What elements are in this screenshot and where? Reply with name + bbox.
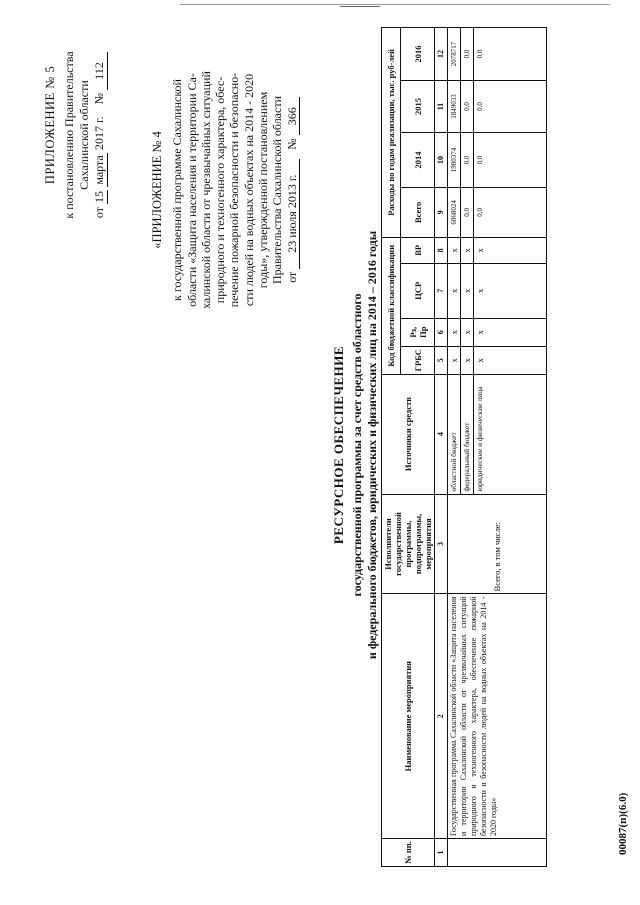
header-num: № пп. [382, 839, 435, 867]
row-vr: х [448, 237, 461, 263]
col-number: 3 [435, 494, 448, 594]
program-ref-number: 366 [285, 97, 300, 135]
program-ref-line-1: «ПРИЛОЖЕНИЕ № 4 [150, 131, 164, 249]
row-grbs: х [461, 346, 474, 374]
appendix-date-day: 15 [92, 190, 106, 203]
program-ref-line-3: области «Защита населения и территории Са- [184, 73, 199, 307]
row-2014: 0,0 [461, 132, 474, 187]
row-name: Государственная программа Сахалинской области «Защита населения и территории Сахалинской области от чрезвычайных ситуаций природного и техногенного характера, обеспечение пожарной безопасности и безопасности людей на водных объектах на 2014 - 2020 годы» [448, 594, 547, 839]
row-csr: х [448, 263, 461, 318]
col-number: 2 [435, 594, 448, 839]
col-number: 12 [435, 28, 448, 81]
row-vr: х [474, 237, 547, 263]
row-total: 0,0 [474, 187, 547, 237]
appendix-block [62, 10, 108, 260]
row-csr: х [474, 263, 547, 318]
header-expenses: Расходы по годам реализации, тыс. руб-лей [382, 28, 401, 238]
document-title: РЕСУРСНОЕ ОБЕСПЕЧЕНИЕ [331, 345, 346, 545]
col-number: 10 [435, 132, 448, 187]
appendix-date-suffix: г. [92, 116, 106, 123]
appendix-line-1: к постановлению Правительства [62, 51, 76, 219]
program-ref-line-5: природного и техногенного характера, обес- [213, 76, 228, 304]
header-csr: ЦСР [401, 263, 435, 318]
col-number: 11 [435, 81, 448, 133]
col-number: 8 [435, 237, 448, 263]
program-ref-date: 23 июля 2013 г. [285, 159, 300, 269]
col-number: 4 [435, 374, 448, 494]
header-total: Всего [401, 187, 435, 237]
row-2015: 0,0 [461, 81, 474, 133]
program-ref-line-4: халинской области от чрезвычайных ситуаций [198, 71, 213, 309]
program-ref-line-8: годы», утвержденной постановлением [256, 91, 271, 289]
header-budget-code: Код бюджетной классификации [382, 237, 401, 374]
row-grbs: х [448, 346, 461, 374]
header-2014: 2014 [401, 132, 435, 187]
row-2016: 0,0 [461, 28, 474, 81]
program-ref-date-prefix: от [284, 271, 299, 283]
header-2015: 2015 [401, 81, 435, 133]
row-csr: х [461, 263, 474, 318]
row-2014: 1980374 [448, 132, 461, 187]
row-2014: 0,0 [474, 132, 547, 187]
header-grbs: ГРБС [401, 346, 435, 374]
col-number: 7 [435, 263, 448, 318]
appendix-date-month: марта [92, 153, 108, 187]
header-sources: Источники средств [382, 374, 435, 494]
column-number-row [435, 28, 448, 867]
row-2015: 0,0 [474, 81, 547, 133]
document-subtitle-2: и федерального бюджетов, юридических и физических лиц на 2014 – 2016 годы [365, 230, 379, 660]
header-name: Наименование мероприятия [382, 594, 435, 839]
row-total: 6068024 [448, 187, 461, 237]
resource-table [381, 27, 547, 867]
row-2016: 0,0 [474, 28, 547, 81]
row-rz: х [448, 318, 461, 346]
row-num [448, 839, 547, 867]
document-subtitle-1: государственной программы за счет средств областного [350, 293, 364, 597]
col-number: 9 [435, 187, 448, 237]
footer-code: 00087(п)(6.0) [617, 792, 629, 855]
header-rz-pr: Рз, Пр [401, 318, 435, 346]
row-executor: Всего, в том числе: [448, 494, 547, 594]
row-rz: х [461, 318, 474, 346]
header-2016: 2016 [401, 28, 435, 81]
appendix-date-line [92, 10, 108, 260]
program-ref-number-prefix: № [284, 138, 299, 150]
row-grbs: х [474, 346, 547, 374]
header-vr: ВР [401, 237, 435, 263]
row-total: 0,0 [461, 187, 474, 237]
row-2015: 1849033 [448, 81, 461, 133]
program-ref-line-9: Правительства Сахалинской области [270, 95, 285, 285]
col-number: 1 [435, 839, 448, 867]
row-source: федеральный бюджет [461, 374, 474, 494]
row-source: областной бюджет [448, 374, 461, 494]
appendix-number-prefix: № [92, 92, 106, 105]
col-number: 6 [435, 318, 448, 346]
appendix-line-2: Сахалинской области [77, 80, 91, 190]
program-ref-line-6: печение пожарной безопасности и безопасно- [227, 72, 242, 308]
program-ref-date-line [285, 5, 300, 375]
header-executors: Исполнители государственной программы, подпрограммы, мероприятия [382, 494, 435, 594]
row-source: юридические и физические лица [474, 374, 547, 494]
row-vr: х [461, 237, 474, 263]
appendix-date-year: 2017 [92, 125, 106, 150]
appendix-title: ПРИЛОЖЕНИЕ № 5 [43, 65, 57, 185]
program-ref-line-2: к государственной программе Сахалинской [170, 79, 185, 301]
program-ref-line-7: сти людей на водных объектах на 2014 - 2020 [241, 73, 256, 307]
row-rz: х [474, 318, 547, 346]
table-row [448, 28, 461, 867]
program-reference-block [150, 5, 300, 375]
appendix-date-prefix: от [92, 206, 106, 219]
appendix-number: 112 [92, 52, 108, 90]
col-number: 5 [435, 346, 448, 374]
row-2016: 2078717 [448, 28, 461, 81]
